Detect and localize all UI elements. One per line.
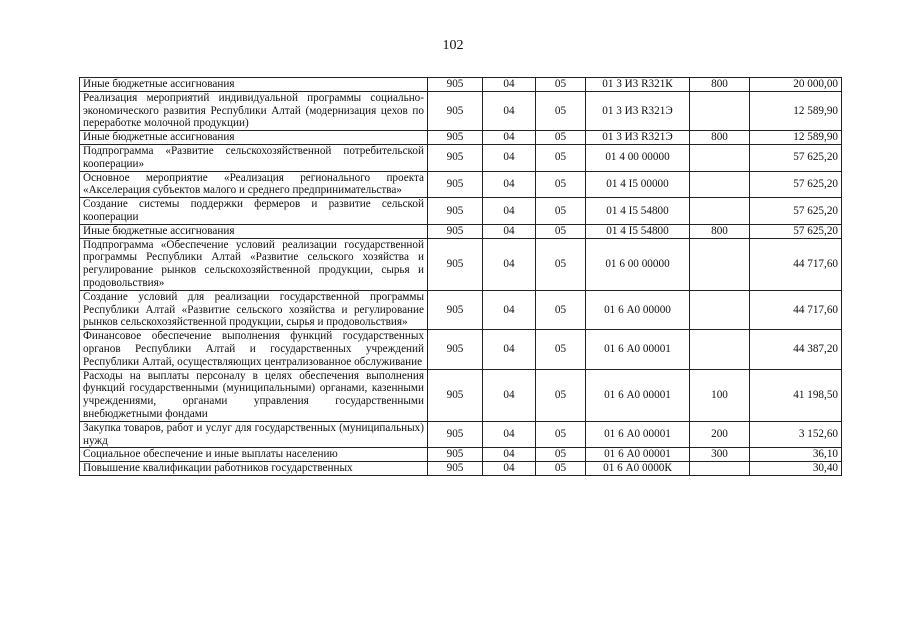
row-section-cell: 04 [483, 224, 536, 238]
row-subsection-cell: 05 [536, 198, 586, 225]
row-subsection-cell: 05 [536, 290, 586, 329]
row-section-cell: 04 [483, 144, 536, 171]
row-grbs-cell: 905 [428, 78, 483, 92]
row-expense-type-cell [690, 238, 750, 290]
row-name-cell: Расходы на выплаты персоналу в целях обеспечения выполнения функций государственными (муниципальными) органами, казенными учреждениями, органами управления государственными внебюджетными фондами [80, 369, 428, 421]
row-subsection-cell: 05 [536, 78, 586, 92]
row-subsection-cell: 05 [536, 421, 586, 448]
row-subsection-cell: 05 [536, 91, 586, 130]
row-target-article-cell: 01 6 А0 00001 [586, 421, 690, 448]
row-expense-type-cell [690, 91, 750, 130]
row-target-article-cell: 01 4 I5 54800 [586, 224, 690, 238]
row-name-cell: Создание условий для реализации государственной программы Республики Алтай «Развитие сельского хозяйства и регулирование рынков сельскохозяйственной продукции, сырья и продовольствия» [80, 290, 428, 329]
row-name-cell: Закупка товаров, работ и услуг для государственных (муниципальных) нужд [80, 421, 428, 448]
row-subsection-cell: 05 [536, 238, 586, 290]
row-target-article-cell: 01 4 I5 00000 [586, 171, 690, 198]
row-section-cell: 04 [483, 131, 536, 145]
table-row [80, 91, 842, 130]
row-grbs-cell: 905 [428, 171, 483, 198]
row-subsection-cell: 05 [536, 171, 586, 198]
row-name-cell: Социальное обеспечение и иные выплаты населению [80, 448, 428, 462]
row-grbs-cell: 905 [428, 131, 483, 145]
row-sum-cell: 20 000,00 [750, 78, 842, 92]
table-row [80, 131, 842, 145]
row-expense-type-cell [690, 144, 750, 171]
row-target-article-cell: 01 3 И3 R321К [586, 78, 690, 92]
row-sum-cell: 36,10 [750, 448, 842, 462]
row-name-cell: Подпрограмма «Развитие сельскохозяйственной потребительской кооперации» [80, 144, 428, 171]
row-target-article-cell: 01 6 А0 00000 [586, 290, 690, 329]
row-sum-cell: 57 625,20 [750, 144, 842, 171]
table-row [80, 198, 842, 225]
row-grbs-cell: 905 [428, 91, 483, 130]
row-section-cell: 04 [483, 198, 536, 225]
table-row [80, 369, 842, 421]
row-grbs-cell: 905 [428, 448, 483, 462]
row-subsection-cell: 05 [536, 330, 586, 369]
row-grbs-cell: 905 [428, 224, 483, 238]
page-number: 102 [442, 38, 464, 53]
row-grbs-cell: 905 [428, 369, 483, 421]
table-row [80, 171, 842, 198]
row-name-cell: Создание системы поддержки фермеров и развитие сельской кооперации [80, 198, 428, 225]
row-section-cell: 04 [483, 330, 536, 369]
row-name-cell: Иные бюджетные ассигнования [80, 78, 428, 92]
row-section-cell: 04 [483, 238, 536, 290]
table-row [80, 224, 842, 238]
row-name-cell: Повышение квалификации работников государственных [80, 462, 428, 476]
row-grbs-cell: 905 [428, 462, 483, 476]
table-row [80, 78, 842, 92]
row-section-cell: 04 [483, 462, 536, 476]
row-section-cell: 04 [483, 369, 536, 421]
row-name-cell: Основное мероприятие «Реализация регионального проекта «Акселерация субъектов малого и среднего предпринимательства» [80, 171, 428, 198]
table-row [80, 421, 842, 448]
row-expense-type-cell: 800 [690, 131, 750, 145]
row-sum-cell: 12 589,90 [750, 131, 842, 145]
row-subsection-cell: 05 [536, 224, 586, 238]
row-section-cell: 04 [483, 91, 536, 130]
row-subsection-cell: 05 [536, 131, 586, 145]
budget-table [79, 77, 842, 476]
row-grbs-cell: 905 [428, 144, 483, 171]
row-expense-type-cell [690, 462, 750, 476]
row-subsection-cell: 05 [536, 448, 586, 462]
row-expense-type-cell: 800 [690, 224, 750, 238]
row-expense-type-cell: 200 [690, 421, 750, 448]
row-expense-type-cell [690, 198, 750, 225]
row-subsection-cell: 05 [536, 462, 586, 476]
table-row [80, 238, 842, 290]
row-grbs-cell: 905 [428, 330, 483, 369]
row-target-article-cell: 01 6 А0 0000К [586, 462, 690, 476]
row-section-cell: 04 [483, 421, 536, 448]
row-sum-cell: 44 717,60 [750, 290, 842, 329]
row-sum-cell: 41 198,50 [750, 369, 842, 421]
table-row [80, 448, 842, 462]
row-name-cell: Иные бюджетные ассигнования [80, 131, 428, 145]
row-sum-cell: 30,40 [750, 462, 842, 476]
table-row [80, 462, 842, 476]
row-target-article-cell: 01 6 А0 00001 [586, 448, 690, 462]
row-target-article-cell: 01 6 А0 00001 [586, 330, 690, 369]
row-grbs-cell: 905 [428, 198, 483, 225]
row-grbs-cell: 905 [428, 290, 483, 329]
table-row [80, 290, 842, 329]
row-section-cell: 04 [483, 448, 536, 462]
row-grbs-cell: 905 [428, 421, 483, 448]
row-sum-cell: 44 717,60 [750, 238, 842, 290]
row-expense-type-cell: 800 [690, 78, 750, 92]
row-section-cell: 04 [483, 171, 536, 198]
row-name-cell: Реализация мероприятий индивидуальной программы социально-экономического развития Республики Алтай (модернизация цехов по переработке молочной продукции) [80, 91, 428, 130]
row-name-cell: Финансовое обеспечение выполнения функций государственных органов Республики Алтай и государственных учреждений Республики Алтай, осуществляющих централизованное обслуживание [80, 330, 428, 369]
row-sum-cell: 57 625,20 [750, 224, 842, 238]
row-sum-cell: 44 387,20 [750, 330, 842, 369]
row-section-cell: 04 [483, 78, 536, 92]
row-target-article-cell: 01 4 I5 54800 [586, 198, 690, 225]
row-sum-cell: 57 625,20 [750, 198, 842, 225]
row-grbs-cell: 905 [428, 238, 483, 290]
budget-table-body [80, 78, 842, 476]
table-row [80, 144, 842, 171]
row-sum-cell: 12 589,90 [750, 91, 842, 130]
row-target-article-cell: 01 3 И3 R321Э [586, 91, 690, 130]
row-expense-type-cell [690, 290, 750, 329]
row-expense-type-cell [690, 330, 750, 369]
row-target-article-cell: 01 6 00 00000 [586, 238, 690, 290]
row-expense-type-cell: 100 [690, 369, 750, 421]
row-section-cell: 04 [483, 290, 536, 329]
row-expense-type-cell [690, 171, 750, 198]
table-row [80, 330, 842, 369]
row-name-cell: Иные бюджетные ассигнования [80, 224, 428, 238]
row-target-article-cell: 01 6 А0 00001 [586, 369, 690, 421]
row-target-article-cell: 01 4 00 00000 [586, 144, 690, 171]
row-subsection-cell: 05 [536, 144, 586, 171]
row-subsection-cell: 05 [536, 369, 586, 421]
row-name-cell: Подпрограмма «Обеспечение условий реализации государственной программы Республики Алтай «Развитие сельского хозяйства и регулирование рынков сельскохозяйственной продукции, сырья и продовольствия» [80, 238, 428, 290]
row-sum-cell: 3 152,60 [750, 421, 842, 448]
row-target-article-cell: 01 3 И3 R321Э [586, 131, 690, 145]
row-expense-type-cell: 300 [690, 448, 750, 462]
row-sum-cell: 57 625,20 [750, 171, 842, 198]
